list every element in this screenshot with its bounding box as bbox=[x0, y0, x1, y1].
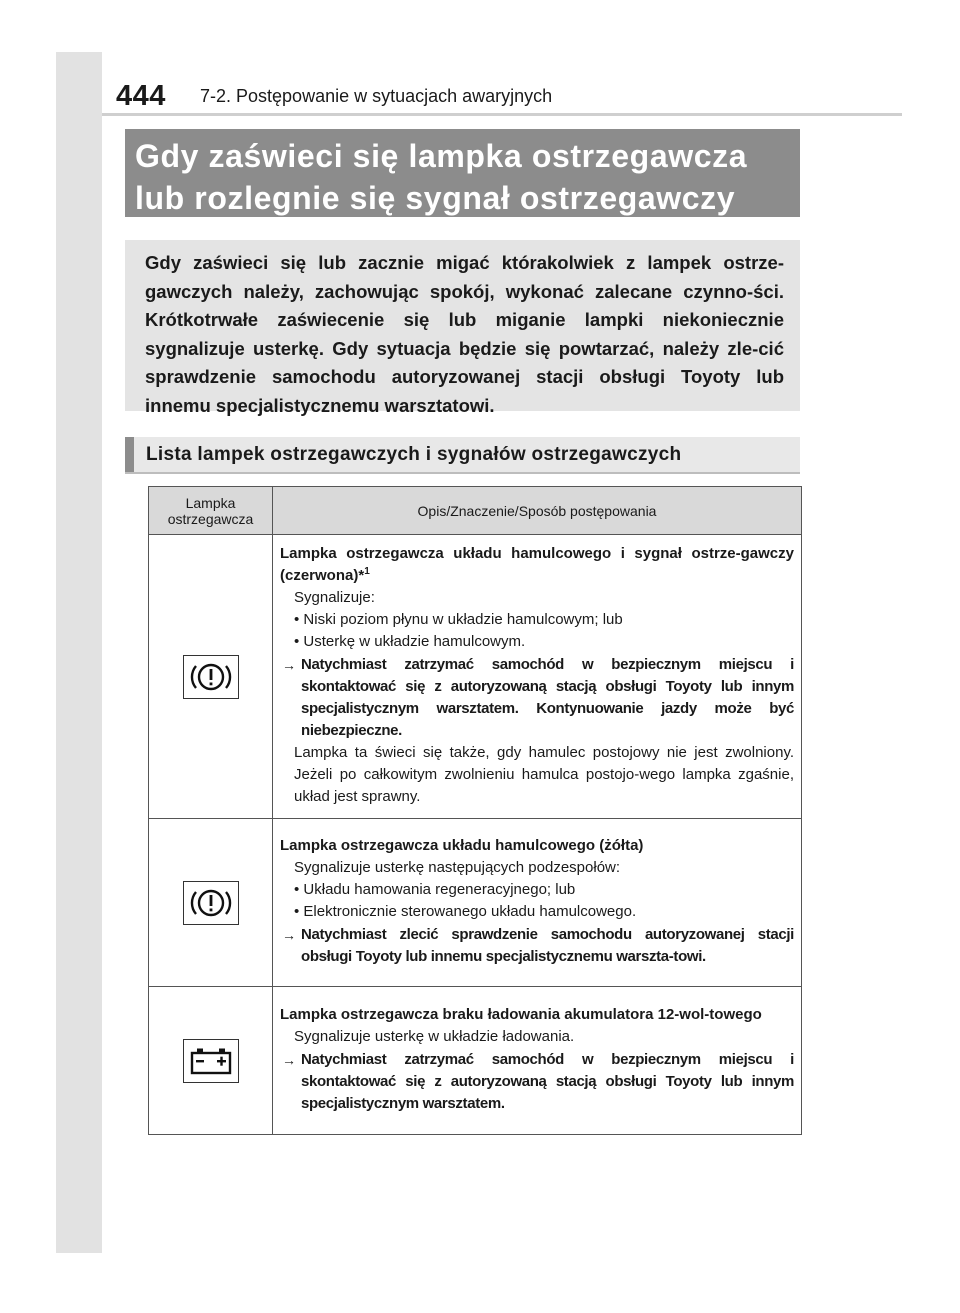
side-margin-strip bbox=[56, 52, 102, 1253]
list-heading: Lista lampek ostrzegawczych i sygnałów ostrzegawczych bbox=[125, 437, 800, 473]
action-instruction: → Natychmiast zlecić sprawdzenie samochodu autoryzowanej stacji obsługi Toyoty lub innemu specjalistycznemu warszta-towi. bbox=[282, 926, 794, 965]
arrow-right-icon: → bbox=[282, 657, 296, 673]
arrow-right-icon: → bbox=[282, 1052, 296, 1068]
lamp-title: Lampka ostrzegawcza układu hamulcowego (żółta) bbox=[280, 837, 644, 854]
battery-icon bbox=[183, 1039, 239, 1083]
lamp-intro: Sygnalizuje usterkę następujących podzespołów: bbox=[294, 859, 621, 876]
page-title bbox=[125, 129, 800, 217]
list-item: • Usterkę w układzie hamulcowym. bbox=[294, 633, 526, 650]
intro-text: Gdy zaświeci się lub zacznie migać którakolwiek z lampek ostrze-gawczych należy, zachowując spokój, wykonać zalecane czynno-ści. Krótkotrwałe zaświecenie się lub miganie lampki niekoniecznie sygnalizuje usterkę. Gdy sytuacja będzie się powtarzać, należy zle-cić sprawdzenie samochodu autoryzowanej stacji obsługi Toyoty lub innemu specjalistycznemu warsztatowi. bbox=[145, 252, 784, 416]
list-item: • Elektronicznie sterowanego układu hamulcowego. bbox=[294, 903, 637, 920]
lamp-icon-cell bbox=[149, 819, 273, 987]
brake-warning-icon bbox=[183, 655, 239, 699]
lamp-description-cell bbox=[273, 987, 802, 1135]
lamp-description-cell bbox=[273, 819, 802, 987]
lamp-title: Lampka ostrzegawcza braku ładowania akumulatora 12-wol-towego bbox=[280, 1006, 762, 1023]
lamp-intro: Sygnalizuje: bbox=[294, 589, 375, 606]
table-row bbox=[149, 987, 802, 1135]
list-item: • Niski poziom płynu w układzie hamulcowym; lub bbox=[294, 611, 623, 628]
list-item: • Układu hamowania regeneracyjnego; lub bbox=[294, 881, 576, 898]
arrow-right-icon: → bbox=[282, 927, 296, 943]
action-instruction: → Natychmiast zatrzymać samochód w bezpiecznym miejscu i skontaktować się z autoryzowaną stacją obsługi Toyoty lub innym specjalistycznym warsztatem. bbox=[282, 1051, 794, 1112]
action-instruction: → Natychmiast zatrzymać samochód w bezpiecznym miejscu i skontaktować się z autoryzowaną stacją obsługi Toyoty lub innym specjalistycznym warsztatem. Kontynuowanie jazdy może być niebezpieczne. bbox=[282, 656, 794, 739]
table-row bbox=[149, 535, 802, 819]
intro-box bbox=[125, 240, 800, 416]
table-header-row bbox=[149, 487, 802, 535]
footnote-marker: 1 bbox=[364, 566, 370, 577]
lamp-note: Lampka ta świeci się także, gdy hamulec postojowy nie jest zwolniony. Jeżeli po całkowitym zwolnieniu hamulca postojo-wego lampka zgaśnie, układ jest sprawny. bbox=[294, 744, 794, 805]
header-divider bbox=[102, 113, 902, 116]
section-title: 7-2. Postępowanie w sytuacjach awaryjnych bbox=[200, 86, 553, 106]
page-title-line-2: lub rozlegnie się sygnał ostrzegawczy bbox=[135, 180, 736, 216]
page-title-line-1: Gdy zaświeci się lampka ostrzegawcza bbox=[135, 138, 748, 174]
list-heading-divider bbox=[125, 472, 800, 474]
table-row bbox=[149, 819, 802, 987]
column-header-description: Opis/Znaczenie/Sposób postępowania bbox=[273, 487, 802, 535]
column-header-lamp: Lampka ostrzegawcza bbox=[149, 487, 273, 535]
warning-lamps-table bbox=[148, 486, 802, 1135]
lamp-icon-cell bbox=[149, 987, 273, 1135]
page-number: 444 bbox=[116, 80, 166, 112]
brake-warning-icon bbox=[183, 881, 239, 925]
lamp-intro: Sygnalizuje usterkę w układzie ładowania. bbox=[294, 1028, 575, 1045]
lamp-title: Lampka ostrzegawcza układu hamulcowego i sygnał ostrze-gawczy (czerwona)*$^1$ bbox=[280, 545, 794, 584]
lamp-description-cell bbox=[273, 535, 802, 819]
lamp-icon-cell bbox=[149, 535, 273, 819]
